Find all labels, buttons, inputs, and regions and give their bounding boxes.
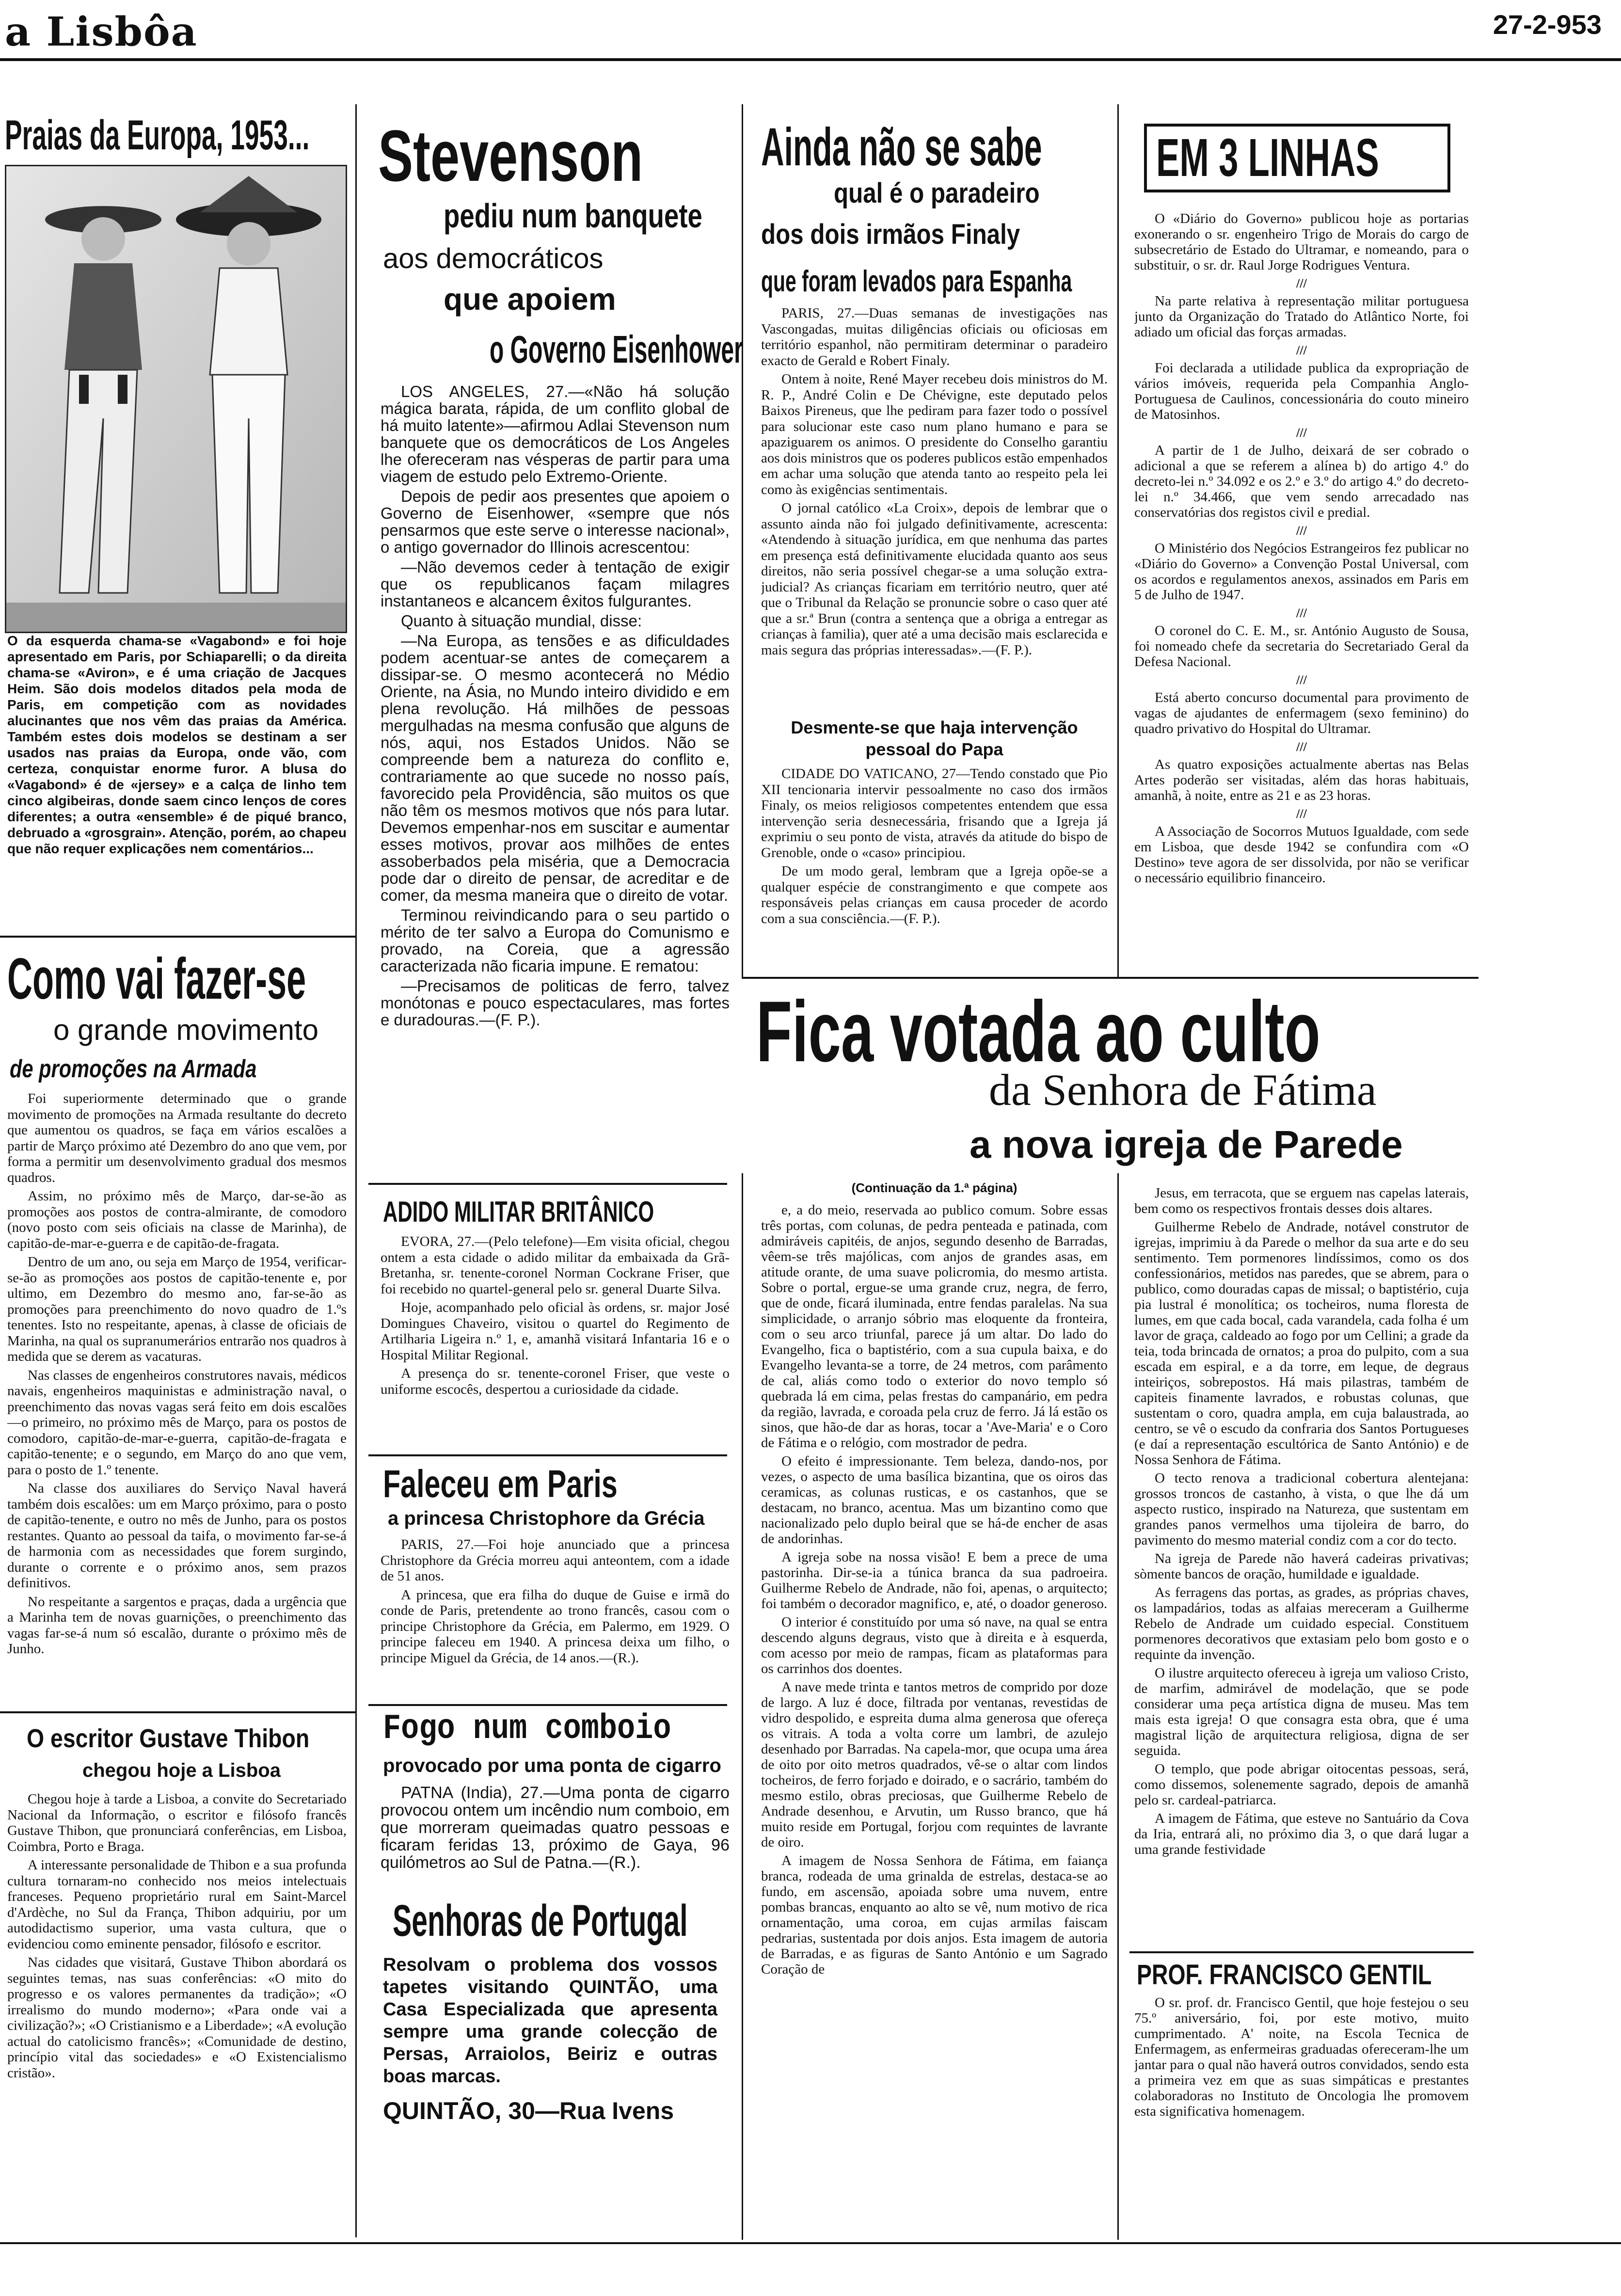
section-rule bbox=[0, 1711, 355, 1713]
promocoes-body bbox=[7, 1091, 347, 1706]
fogo-subhead: provocado por uma ponta de cigarro bbox=[383, 1755, 721, 1776]
adido-headline: ADIDO MILITAR BRITÂNICO bbox=[383, 1196, 654, 1228]
paragraph: LOS ANGELES, 27.—«Não há solução mágica barata, rápida, de um conflito global de há muito latente»—afirmou Adlai Stevenson num banquete que os democráticos de Los Angeles lhe ofereceram nas vésperas de partir para uma viagem de estudo pelo Extremo-Oriente. bbox=[381, 383, 730, 485]
paragraph: Nas classes de engenheiros construtores navais, médicos navais, engenheiros maquinistas e administração naval, o preenchimento das novas vagas será feito em dois escalões—o primeiro, no próximo mês de Março, para os postos de comodoro, capitão-de-mar-e-guerra, capitão-de-fragata e capitão-tenente; e o segundo, em Março do ano que vem, para o posto de 1.º tenente. bbox=[7, 1367, 347, 1478]
paragraph: O jornal católico «La Croix», depois de lembrar que o assunto ainda não foi julgado definitivamente, acrescenta: «Atendendo à situação jurídica, em que nenhuma das partes em presença está definitivamente elucidada quanto aos seus direitos, não seria possível chegar-se a uma solução extra-judicial? As crianças ficariam em território neutro, quer até que o Tribunal da Relação se pronuncie sobre o caso quer até que a sr.ª Brun (contra a sentença que a obriga a entregar as crianças à familia), quer até a uma decisão mais esclarecida e mais segura das próprias interessadas».—(F. P.). bbox=[761, 500, 1108, 658]
fatima-subhead-2: a nova igreja de Parede bbox=[969, 1123, 1403, 1166]
paragraph: O efeito é impressionante. Tem beleza, dando-nos, por vezes, o aspecto de uma basílica bizantina, que os oiros das ceramicas, as colunas rusticas, e os castanhos, que se destacam, no branco, acentua. Mas um bizantino como que nacionalizado pelo duplo beiral que se há-de encher de asas de andorinhas. bbox=[761, 1453, 1108, 1547]
newspaper-title: a Lisbôa bbox=[5, 9, 198, 55]
brief-item: A Associação de Socorros Mutuos Igualdade, com sede em Lisboa, que desde 1942 se confundira com «O Destino» teve agora de ser dissolvida, por não se verificar o necessário equilibrio financeiro. bbox=[1134, 824, 1469, 886]
column-divider bbox=[742, 1173, 743, 2240]
paragraph: Depois de pedir aos presentes que apoiem o Governo de Eisenhower, «sempre que nós pensarmos que este serve o interesse nacional», o antigo governador do Illinois acrescentou: bbox=[381, 487, 730, 556]
thibon-headline: O escritor Gustave Thibon bbox=[27, 1724, 310, 1753]
brief-item: O Ministério dos Negócios Estrangeiros fez publicar no «Diário do Governo» a Convenção Postal Universal, com os acordos e regulamentos anexos, assinados em Paris em 5 de Julho de 1947. bbox=[1134, 541, 1469, 603]
paragraph: A imagem de Fátima, que esteve no Santuário da Cova da Iria, entrará ali, no próximo dia 3, o que dará lugar a uma grande festividade bbox=[1134, 1811, 1469, 1857]
ad-headline: Senhoras de Portugal bbox=[393, 1896, 688, 1945]
vatican-subhead-2: pessoal do Papa bbox=[865, 739, 1003, 759]
separator: /// bbox=[1296, 426, 1307, 440]
paragraph: —Precisamos de politicas de ferro, talvez monótonas e pouco espectaculares, mas fortes e duradouras.—(F. P.). bbox=[381, 977, 730, 1029]
brief-item: O «Diário do Governo» publicou hoje as portarias exonerando o sr. engenheiro Trigo de Morais do cargo de subsecretário de Estado do Ultramar, e nomeando, para o substituir, o sr. dr. Raul Jorge Rodrigues Ventura. bbox=[1134, 211, 1469, 273]
fogo-body bbox=[381, 1784, 730, 1891]
paragraph: Quanto à situação mundial, disse: bbox=[401, 612, 642, 630]
brief-item: A partir de 1 de Julho, deixará de ser cobrado o adicional a que se referem a alínea b) do artigo 4.º do decreto-lei n.º 34.092 e os 2.º e 3.º do artigo 4.º do decreto-lei n.º 34.466, que vem sendo arrecadado nas conservatórias dos registos civil e predial. bbox=[1134, 443, 1469, 520]
finaly-subhead-1: qual é o paradeiro bbox=[834, 177, 1040, 209]
paragraph: EVORA, 27.—(Pelo telefone)—Em visita oficial, chegou ontem a esta cidade o adido militar da embaixada da Grã-Bretanha, sr. tenente-coronel Norman Cockrane Friser, que foi recebido no quartel-general pelo sr. general Duarte Silva. bbox=[381, 1234, 730, 1297]
paragraph: Na igreja de Parede não haverá cadeiras privativas; sòmente bancos de oração, humildade e igualdade. bbox=[1134, 1551, 1469, 1582]
stevenson-subhead-2: aos democráticos bbox=[383, 243, 604, 274]
paragraph: A presença do sr. tenente-coronel Friser, que veste o uniforme escocês, despertou a curiosidade da cidade. bbox=[381, 1366, 730, 1397]
masthead bbox=[0, 0, 1621, 58]
separator: /// bbox=[1296, 276, 1307, 290]
em3linhas-title: EM 3 LINHAS bbox=[1156, 128, 1379, 188]
finaly-headline: Ainda não se sabe bbox=[761, 117, 1042, 177]
separator: /// bbox=[1296, 807, 1307, 821]
paragraph: Foi superiormente determinado que o grande movimento de promoções na Armada resultante do decreto que aumentou os quadros, se faça em vários escalões a partir de Março próximo até Dezembro do ano que vem, por forma a permitir um desenvolvimento gradual dos mesmos quadros. bbox=[7, 1091, 347, 1185]
column-divider bbox=[1117, 1173, 1119, 2240]
faleceu-headline: Faleceu em Paris bbox=[383, 1462, 618, 1505]
paragraph: CIDADE DO VATICANO, 27—Tendo constado que Pio XII tencionaria intervir pessoalmente no caso dos irmãos Finaly, os meios religiosos competentes entendem que essa intervenção seria desnecessária, frisando que a Igreja já exprimiu o seu ponto de vista, através da atitude do bispo de Grenoble, onde o «caso» principiou. bbox=[761, 766, 1108, 861]
promocoes-headline: Como vai fazer-se bbox=[7, 946, 306, 1011]
paragraph: No respeitante a sargentos e praças, dada a urgência que a Marinha tem de novas guarnições, o preenchimento das vagas far-se-á num só escalão, durante o próximo mês de Junho. bbox=[7, 1594, 347, 1657]
paragraph: O templo, que pode abrigar oitocentas pessoas, será, como dissemos, solenemente sagrado, depois de amanhã pelo sr. cardeal-patriarca. bbox=[1134, 1761, 1469, 1808]
paragraph: PARIS, 27.—Duas semanas de investigações nas Vascongadas, muitas diligências oficiais ou oficiosas em território espanhol, não permitiram determinar o paradeiro exacto de Gerald e Robert Finaly. bbox=[761, 305, 1108, 368]
paragraph: A nave mede trinta e tantos metros de comprido por doze de largo. A luz é doce, filtrada por ventanas, revestidas de vidro despolido, e espreita duma alma generosa que ofereça os vitrais. A toda a volta corre um lambri, de azulejo desenhado por Barradas. Na capela-mor, que ocupa uma área de oito por oito metros quadrados, vê-se o altar com lindos tocheiros, de ferro forjado e doirado, e o sacrário, também do mesmo estilo, obras preciosas, que Guilherme Rebelo de Andrade desenhou, e Arvutin, um Russo branco, que há muito reside em Portugal, forjou com requintes de lavrante de oiro. bbox=[761, 1679, 1108, 1850]
fatima-column-2 bbox=[1134, 1185, 1469, 1961]
adido-body bbox=[381, 1234, 730, 1471]
gentil-body bbox=[1134, 1995, 1469, 2237]
masthead-rule bbox=[0, 58, 1621, 61]
section-rule bbox=[368, 1454, 727, 1456]
stevenson-subhead-4: o Governo Eisenhower bbox=[490, 328, 743, 371]
fatima-column-1 bbox=[761, 1202, 1108, 2240]
section-rule bbox=[0, 936, 355, 938]
gentil-headline: PROF. FRANCISCO GENTIL bbox=[1137, 1959, 1432, 1991]
section-rule bbox=[742, 977, 1478, 979]
brief-item: As quatro exposições actualmente abertas nas Belas Artes poderão ser visitadas, além das horas habituais, amanhã, à noite, entre as 21 e as 23 horas. bbox=[1134, 757, 1469, 803]
quintao-advertisement bbox=[373, 1896, 727, 2235]
column-divider bbox=[1117, 104, 1119, 977]
paragraph: A igreja sobe na nossa visão! E bem a prece de uma pastorinha. Dir-se-ia a túnica branca da sua padroeira. Guilherme Rebelo de Andrade, não foi, apenas, o arquitecto; foi também o decorador magnifico, e, até, o doador generoso. bbox=[761, 1549, 1108, 1611]
paragraph: Chegou hoje à tarde a Lisboa, a convite do Secretariado Nacional da Informação, o escritor e filósofo francês Gustave Thibon, que pronunciará conferências, em Lisboa, Coimbra, Porto e Braga. bbox=[7, 1791, 347, 1854]
brief-item: Está aberto concurso documental para provimento de vagas de ajudantes de enfermagem (sexo feminino) do quadro privativo do Hospital do Ultramar. bbox=[1134, 690, 1469, 736]
separator: /// bbox=[1296, 740, 1307, 754]
brief-item: Foi declarada a utilidade publica da expropriação de vários imóveis, requerida pela Companhia Anglo-Portuguesa de Caulinos, concessionária do couto mineiro de Matosinhos. bbox=[1134, 360, 1469, 422]
paragraph: O tecto renova a tradicional cobertura alentejana: grossos troncos de castanho, à vista, o que lhe dá um aspecto rustico, inspirado na Natureza, que sustentam em grandes panos vermelhos uma tijoleira de barro, do pavimento do mesmo material condiz com a cor do tecto. bbox=[1134, 1470, 1469, 1548]
section-rule bbox=[368, 1183, 727, 1185]
fatima-subhead-1: da Senhora de Fátima bbox=[989, 1065, 1377, 1115]
paragraph: Assim, no próximo mês de Março, dar-se-ão as promoções aos postos de contra-almirante, de comodoro (novo posto com seis oficiais na classe de Marinha), de capitão-de-mar-e-guerra e de capitão-de-fragata. bbox=[7, 1188, 347, 1251]
faleceu-body bbox=[381, 1537, 730, 1706]
vatican-body bbox=[761, 766, 1108, 979]
paragraph: Hoje, acompanhado pelo oficial às ordens, sr. major José Domingues Chaveiro, visitou o quartel do Regimento de Artilharia Ligeira n.º 1, e, amanhã visitará Infantaria 16 e o Hospital Militar Regional. bbox=[381, 1300, 730, 1363]
thibon-subhead: chegou hoje a Lisboa bbox=[82, 1760, 281, 1781]
paragraph: Na classe dos auxiliares do Serviço Naval haverá também dois escalões: um em Março próximo, para o posto de capitão-tenente, e outro no mês de Junho, para os postos restantes. Quanto ao pessoal da taifa, o movimento far-se-á de harmonia com as necessidades que forem surgindo, durante o corrente e o próximo anos, sem prazos definitivos. bbox=[7, 1481, 347, 1591]
fogo-headline: Fogo num comboio bbox=[383, 1709, 671, 1749]
page-bottom-rule bbox=[0, 2242, 1621, 2244]
paragraph: De um modo geral, lembram que a Igreja opõe-se a qualquer espécie de constrangimento e que compete aos responsáveis pelas crianças em causa proceder de acordo com a sua consciência.—(F. P.). bbox=[761, 863, 1108, 926]
promocoes-subhead-2: de promoções na Armada bbox=[10, 1055, 257, 1083]
paragraph: PARIS, 27.—Foi hoje anunciado que a princesa Christophore da Grécia morreu aqui anteontem, com a idade de 51 anos. bbox=[381, 1537, 730, 1584]
fashion-models-illustration bbox=[6, 166, 346, 632]
paragraph: As ferragens das portas, as grades, as próprias chaves, os lampadários, todas as alfaias mereceram a Guilherme Rebelo de Andrade um cuidado especial. Constituem pormenores decorativos que extasiam pelo bom gosto e o requinte da invenção. bbox=[1134, 1585, 1469, 1662]
stevenson-headline: Stevenson bbox=[378, 115, 643, 196]
paragraph: —Na Europa, as tensões e as dificuldades podem acentuar-se antes de começarem a dissipar-se. O mesmo acontecerá no Médio Oriente, na Ásia, no Mundo inteiro dividido e em plena revolução. Há milhões de pessoas mergulhadas na mesma confusão que alguns de nós, aqui, nos Estados Unidos. Não se compreende bem a natureza do conflito e, contrariamente ao que sucede no nosso país, favorecido pela Providência, são muitos os que não têm os mesmos motivos que nós para lutar. Devemos empenhar-nos em suscitar e aumentar esses motivos, provar aos milhões de entes assoberbados pela miséria, que a Democracia pode dar o direito de pensar, de acreditar e de comer, da mesma maneira que o direito de votar. bbox=[381, 632, 730, 904]
section-rule bbox=[368, 1704, 727, 1706]
paragraph: Nas cidades que visitará, Gustave Thibon abordará os seguintes temas, nas suas conferências: «O mito do progresso e os valores permanentes da tradição»; «O irrealismo do mundo moderno»; «Para onde vai a civilização?»; «O Cristianismo e a Liberdade»; «A evolução actual do catolicismo francês»; «Comunidade de destino, princípio vital das sociedades» e «O Existencialismo cristão». bbox=[7, 1955, 347, 2081]
stevenson-subhead-3: que apoiem bbox=[444, 282, 616, 317]
vatican-subhead-1: Desmente-se que haja intervenção bbox=[791, 718, 1078, 737]
beachwear-photo bbox=[5, 165, 347, 633]
paragraph: O sr. prof. dr. Francisco Gentil, que hoje festejou o seu 75.º aniversário, foi, por este motivo, muito cumprimentado. A' noite, na Escola Tecnica de Enfermagem, as enfermeiras graduadas ofereceram-lhe um jantar para o qual não haverá outros convidados, sendo esta a primeira vez em que as suas simpáticas e prestantes colaboradoras no Instituto de Oncologia lhe promovem esta significativa homenagem. bbox=[1134, 1995, 1469, 2119]
section-rule bbox=[1129, 1951, 1474, 1953]
paragraph: A princesa, que era filha do duque de Guise e irmã do conde de Paris, pretendente ao trono francês, casou com o principe Christophore da Grécia, em Palermo, em 1929. O principe faleceu em 1940. A princesa deixa um filho, o principe Miguel da Grécia, de 14 anos.—(R.). bbox=[381, 1587, 730, 1666]
finaly-subhead-3: que foram levados para Espanha bbox=[761, 265, 1072, 298]
ad-body: Resolvam o problema dos vossos tapetes visitando QUINTÃO, uma Casa Especializada que apresenta sempre uma grande colecção de Persas, Arraiolos, Beiriz e outras boas marcas. bbox=[383, 1955, 717, 2087]
paragraph: O ilustre arquitecto ofereceu à igreja um valioso Cristo, de marfim, admirável de modelação, que se pode considerar uma peça artística digna de museu. Mas tem mais esta igreja! O que consagra esta obra, que é uma magistral lição de arquitectura religiosa, digna de ser seguida. bbox=[1134, 1665, 1469, 1758]
column-divider bbox=[742, 104, 743, 977]
paragraph: PATNA (India), 27.—Uma ponta de cigarro provocou ontem um incêndio num comboio, em que morreram queimadas quatro pessoas e ficaram feridas 13, próximo de Gaya, 96 quilómetros ao Sul de Patna.—(R.). bbox=[381, 1784, 730, 1872]
separator: /// bbox=[1296, 343, 1307, 357]
paragraph: Guilherme Rebelo de Andrade, notável construtor de igrejas, imprimiu à da Parede o melhor da sua arte e do seu sentimento. Tem pormenores lindíssimos, como os dos confessionários, metidos nas paredes, que se abrem, para o publico, como douradas capas de missal; o baptistério, cuja pia lustral é monolítica; os tocheiros, numa floresta de lumes, em que cada bocal, cada varandela, cada folha é um lavor de graça, caldeado ao fogo por um Cellini; a grade da teia, toda brincada de ornatos; a proa do pulpito, com a sua escada em espiral, e a da torre, em leque, de degraus inteiriços, sobrepostos. Há mais pilastras, também de capiteis finamente lavrados, e robustas colunas, que sustentam o coro, quadra ampla, em cuja balaustrada, ao centro, se vê o escudo da confraria dos Santos Portugueses (e daí a representação escultórica de Santo António) e de Nossa Senhora de Fátima. bbox=[1134, 1219, 1469, 1467]
praias-caption: O da esquerda chama-se «Vagabond» e foi hoje apresentado em Paris, por Schiaparelli; o da direita chama-se «Aviron», e é uma criação de Jacques Heim. São dois modelos ditados pela moda de Paris, em competição com as novidades alucinantes que nos vêm das praias da América. Também estes dois modelos se destinam a ser usados nas praias da Europa, onde vão, com certeza, conquistar enorme furor. A blusa do «Vagabond» é de «jersey» e a calça de linho tem cinco algibeiras, donde saem cinco lenços de cores diferentes; a outra «ensemble» é de piqué branco, debruado a «grosgrain». Atenção, porém, ao chapeu que não requer explicações nem comentários... bbox=[7, 633, 347, 856]
faleceu-subhead: a princesa Christophore da Grécia bbox=[388, 1508, 705, 1529]
praias-title: Praias da Europa, 1953... bbox=[5, 112, 310, 159]
paragraph: Ontem à noite, René Mayer recebeu dois ministros do M. R. P., André Colin e De Chévigne, este deputado pelos Baixos Pireneus, que lhe pediram para fazer todo o possível para solucionar este caso num plano humano e para se apaziguarem os animos. O presidente do Conselho garantiu aos dois ministros que os poderes publicos estão empenhados em achar uma solução que atenda tanto ao respeito pela lei como às exigências sentimentais. bbox=[761, 371, 1108, 497]
fatima-headline: Fica votada ao culto bbox=[756, 983, 1320, 1080]
column-divider bbox=[355, 104, 357, 2237]
promocoes-subhead-1: o grande movimento bbox=[53, 1014, 318, 1046]
thibon-body bbox=[7, 1791, 347, 2237]
paragraph: Jesus, em terracota, que se erguem nas capelas laterais, bem como os respectivos frontais desses dois altares. bbox=[1134, 1185, 1469, 1216]
paragraph: e, a do meio, reservada ao publico comum. Sobre essas três portas, com colunas, de pedra penteada e patinada, com admiráveis capitéis, de anjos, segundo desenho de Barradas, vêem-se três majólicas, com anjos de grandes asas, em atitude orante, de uma suave policromia, do mesmo artista. Sobre o portal, ergue-se uma grande cruz, negra, de ferro, que de onde, ficará iluminada, entre fendas paralelas. Na sua simplicidade, o arranjo sóbrio mas eloquente da fronteira, com o seu arco triunfal, parece já um altar. Do lado do Evangelho, fica o baptistério, com a sua cupula baixa, e do Evangelho levanta-se a torre, de 24 metros, com parâmento de cal, aliás como todo o exterior do novo templo só quebrada lá em cima, pelas frestas do campanário, em pedra da região, lavrada, e coroada pela cruz de ferro. Já lá estão os sinos, que hão-de dar as horas, tocar a 'Ave-Maria' e o Coro de Fátima e o relógio, com mostrador de pedra. bbox=[761, 1202, 1108, 1451]
finaly-subhead-2: dos dois irmãos Finaly bbox=[761, 219, 1020, 250]
separator: /// bbox=[1296, 524, 1307, 538]
paragraph: —Não devemos ceder à tentação de exigir que os republicanos façam milagres instantaneos e alcancem êxitos fulgurantes. bbox=[381, 558, 730, 610]
paragraph: O interior é constituído por uma só nave, na qual se entra descendo alguns degraus, visto que à direita e à esquerda, com acesso por meio de rampas, ficam as plataformas para os carrinhos dos doentes. bbox=[761, 1614, 1108, 1676]
finaly-body bbox=[761, 305, 1108, 713]
brief-item: Na parte relativa à representação militar portuguesa junto da Organização do Tratado do Atlântico Norte, foi adiado um oficial das forças armadas. bbox=[1134, 293, 1469, 340]
stevenson-body bbox=[381, 383, 730, 1159]
issue-date: 27-2-953 bbox=[1493, 9, 1602, 40]
paragraph: A interessante personalidade de Thibon e a sua profunda cultura tornaram-no conhecido nos meios intelectuais franceses. Pequeno proprietário rural em Saint-Marcel d'Ardèche, no Sul da França, Thibon adquiriu, por um autodidactismo superior, uma vasta cultura, que o evidenciou como eminente pensador, filósofo e escritor. bbox=[7, 1857, 347, 1952]
paragraph: A imagem de Nossa Senhora de Fátima, em faiança branca, rodeada de uma grinalda de estrelas, destaca-se ao fundo, em ascensão, apoiada sobre uma nuvem, entre pombas brancas, enquanto ao alto se vê, num motivo de rica ornamentação, uma coroa, em cujas armilas faiscam pedrarias, sustentada por dois anjos. Esta imagem de autoria de Barradas, e as figuras de Santo António e um Sagrado Coração de bbox=[761, 1853, 1108, 1977]
separator: /// bbox=[1296, 673, 1307, 687]
paragraph: Terminou reivindicando para o seu partido o mérito de ter salvo a Europa do Comunismo e provado, na Coreia, que a agressão caracterizada não ficaria impune. E rematou: bbox=[381, 906, 730, 975]
paragraph: Dentro de um ano, ou seja em Março de 1954, verificar-se-ão as promoções aos postos de capitão-tenente e, por ultimo, em Dezembro do mesmo ano, far-se-ão as promoções para preenchimento do novo quadro de 1.ºs tenentes. Isto no respeitante, apenas, à classe de oficiais de Marinha, na qual os supranumerários entrarão nos quadros à medida que se derem as vacaturas. bbox=[7, 1254, 347, 1364]
stevenson-subhead-1: pediu num banquete bbox=[444, 197, 702, 235]
em3linhas-body bbox=[1134, 211, 1469, 977]
brief-item: O coronel do C. E. M., sr. António Augusto de Sousa, foi nomeado chefe da secretaria do Secretariado Geral da Defesa Nacional. bbox=[1134, 623, 1469, 670]
separator: /// bbox=[1296, 606, 1307, 620]
fatima-continuation: (Continuação da 1.ª página) bbox=[851, 1180, 1017, 1195]
ad-footer: QUINTÃO, 30—Rua Ivens bbox=[383, 2097, 674, 2124]
